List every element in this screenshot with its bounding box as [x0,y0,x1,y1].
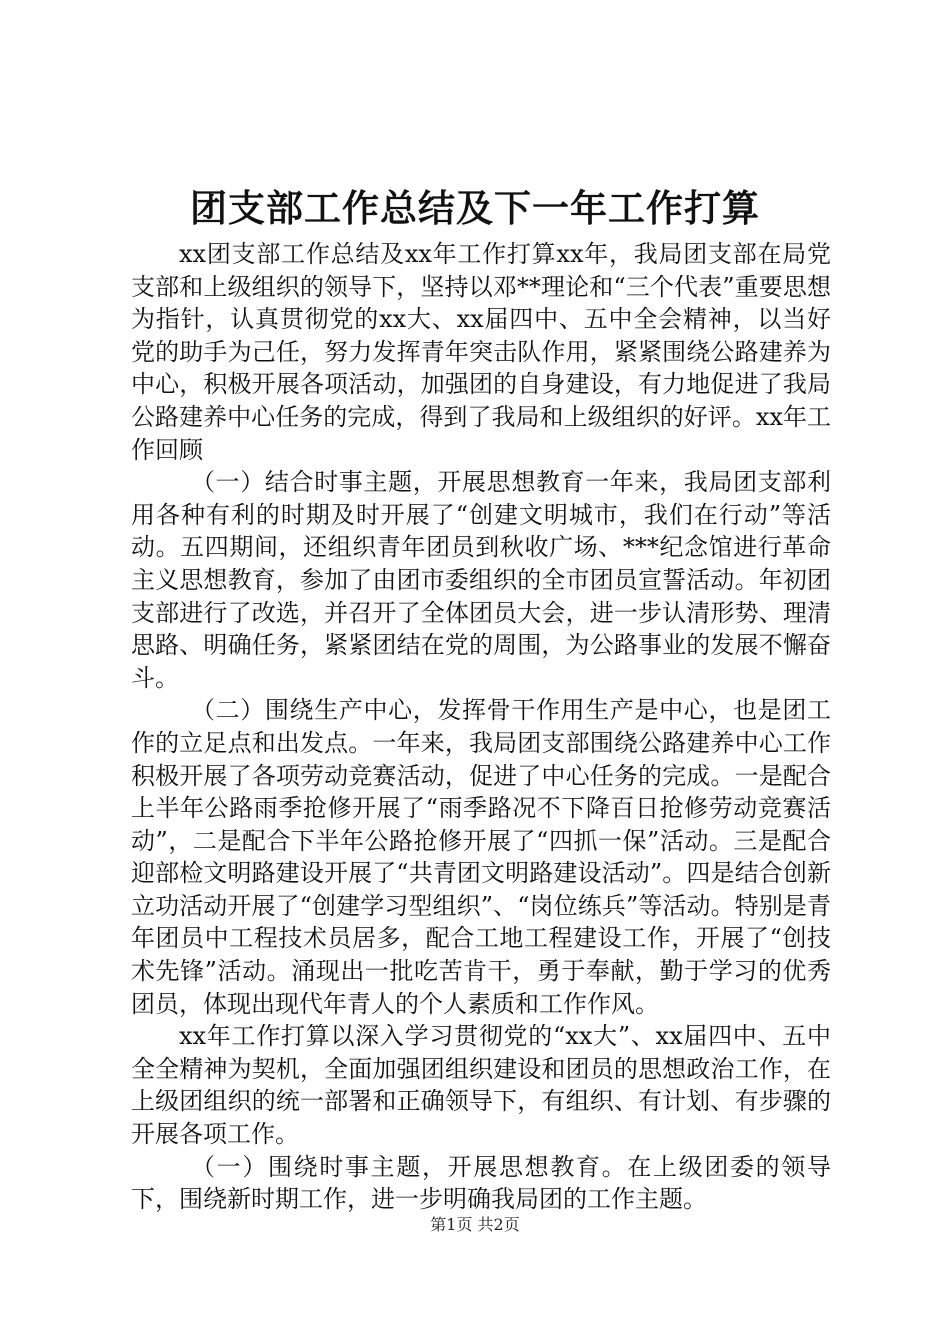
paragraph-review-1: （一）结合时事主题，开展思想教育一年来，我局团支部利用各种有利的时期及时开展了“创建文明城市，我们在行动”等活动。五四期间，还组织青年团员到秋收广场、***纪念馆进行革命主义思想教育，参加了由团市委组织的全市团员宣誓活动。年初团支部进行了改选，并召开了全体团员大会，进一步认清形势、理清思路、明确任务，紧紧团结在党的周围，为公路事业的发展不懈奋斗。 [131,468,831,692]
paragraph-review-2: （二）围绕生产中心，发挥骨干作用生产是中心，也是团工作的立足点和出发点。一年来，我局团支部围绕公路建养中心工作积极开展了各项劳动竞赛活动，促进了中心任务的完成。一是配合上半年公路雨季抢修开展了“雨季路况不下降百日抢修劳动竞赛活动”，二是配合下半年公路抢修开展了“四抓一保”活动。三是配合迎部检文明路建设开展了“共青团文明路建设活动”。四是结合创新立功活动开展了“创建学习型组织”、“岗位练兵”等活动。特别是青年团员中工程技术员居多，配合工地工程建设工作，开展了“创技术先锋”活动。涌现出一批吃苦肯干，勇于奉献，勤于学习的优秀团员，体现出现代年青人的个人素质和工作作风。 [131,696,831,1018]
document-body [131,238,831,1216]
document-title: 团支部工作总结及下一年工作打算 [190,186,760,230]
page-number-footer: 第1页 共2页 [430,1215,520,1234]
paragraph-intro: xx团支部工作总结及xx年工作打算xx年，我局团支部在局党支部和上级组织的领导下，坚持以邓**理论和“三个代表”重要思想为指针，认真贯彻党的xx大、xx届四中、五中全会精神，以当好党的助手为己任，努力发挥青年突击队作用，紧紧围绕公路建养为中心，积极开展各项活动，加强团的自身建设，有力地促进了我局公路建养中心任务的完成，得到了我局和上级组织的好评。xx年工作回顾 [131,240,831,464]
paragraph-plan-1: （一）围绕时事主题，开展思想教育。在上级团委的领导下，围绕新时期工作，进一步明确我局团的工作主题。 [131,1152,831,1214]
paragraph-plan-intro: xx年工作打算以深入学习贯彻党的“xx大”、xx届四中、五中全全精神为契机，全面加强团组织建设和团员的思想政治工作，在上级团组织的统一部署和正确领导下，有组织、有计划、有步骤的开展各项工作。 [131,1022,831,1149]
